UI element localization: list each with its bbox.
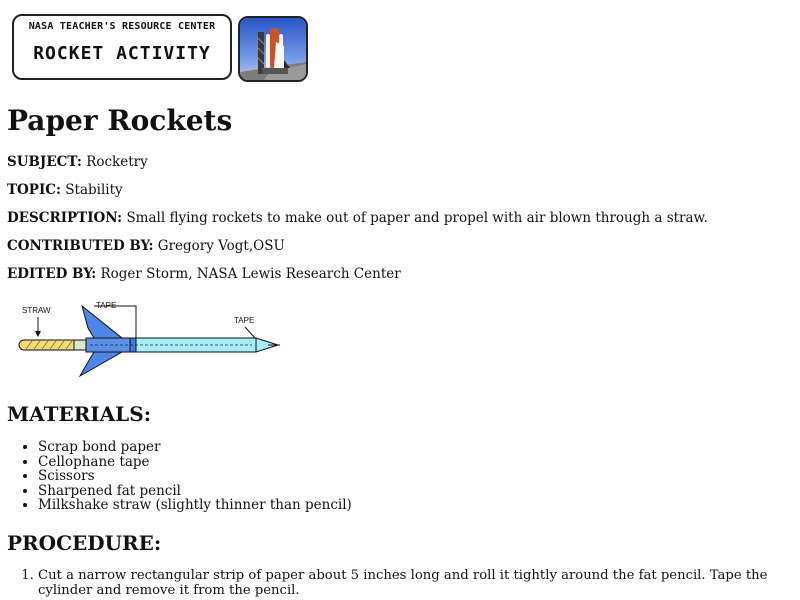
field-label: CONTRIBUTED BY: [7, 238, 154, 254]
materials-list [20, 440, 352, 513]
field-value: Roger Storm, NASA Lewis Research Center [100, 266, 401, 282]
field-value: Gregory Vogt,OSU [157, 238, 285, 254]
banner-title: ROCKET ACTIVITY [33, 43, 211, 64]
field-label: SUBJECT: [7, 154, 82, 170]
straw-tip [74, 340, 86, 350]
field-label: DESCRIPTION: [7, 210, 123, 226]
procedure-heading: PROCEDURE: [7, 531, 162, 555]
field-subject [7, 154, 148, 170]
list-item: • Scrap bond paper [38, 440, 352, 455]
procedure-list [20, 568, 800, 598]
field-description [7, 210, 708, 226]
field-topic [7, 182, 123, 198]
header-banner [12, 14, 312, 84]
diagram-label-tape-right: TAPE [234, 316, 255, 325]
page-title: Paper Rockets [7, 104, 233, 137]
straw-pointer-arrowhead [35, 331, 41, 337]
tape-pointer-line [245, 327, 255, 338]
diagram-label-straw: STRAW [22, 306, 51, 315]
field-label: TOPIC: [7, 182, 61, 198]
banner-subtitle: NASA TEACHER'S RESOURCE CENTER [28, 21, 216, 32]
rocket-fin-upper [82, 306, 122, 338]
rocket-fin-lower [80, 352, 122, 376]
materials-heading: MATERIALS: [7, 402, 152, 426]
space-shuttle-launch-icon [238, 16, 308, 82]
field-edited-by [7, 266, 401, 282]
list-item: • Milkshake straw (slightly thinner than pencil) [38, 498, 352, 513]
field-value: Small flying rockets to make out of paper and propel with air blown through a straw. [126, 210, 708, 226]
list-item: • Sharpened fat pencil [38, 484, 352, 499]
diagram-label-tape-left: TAPE [96, 301, 117, 310]
list-item: • Cellophane tape [38, 455, 352, 470]
procedure-step: 1. Cut a narrow rectangular strip of paper about 5 inches long and roll it tightly around the fat pencil. Tape the cylinder and remove it from the pencil. [38, 568, 800, 598]
field-contributed-by [7, 238, 285, 254]
field-label: EDITED BY: [7, 266, 97, 282]
field-value: Stability [65, 182, 123, 198]
paper-rocket-diagram [12, 298, 294, 386]
field-value: Rocketry [86, 154, 148, 170]
list-item: • Scissors [38, 469, 352, 484]
banner-box [12, 14, 232, 80]
